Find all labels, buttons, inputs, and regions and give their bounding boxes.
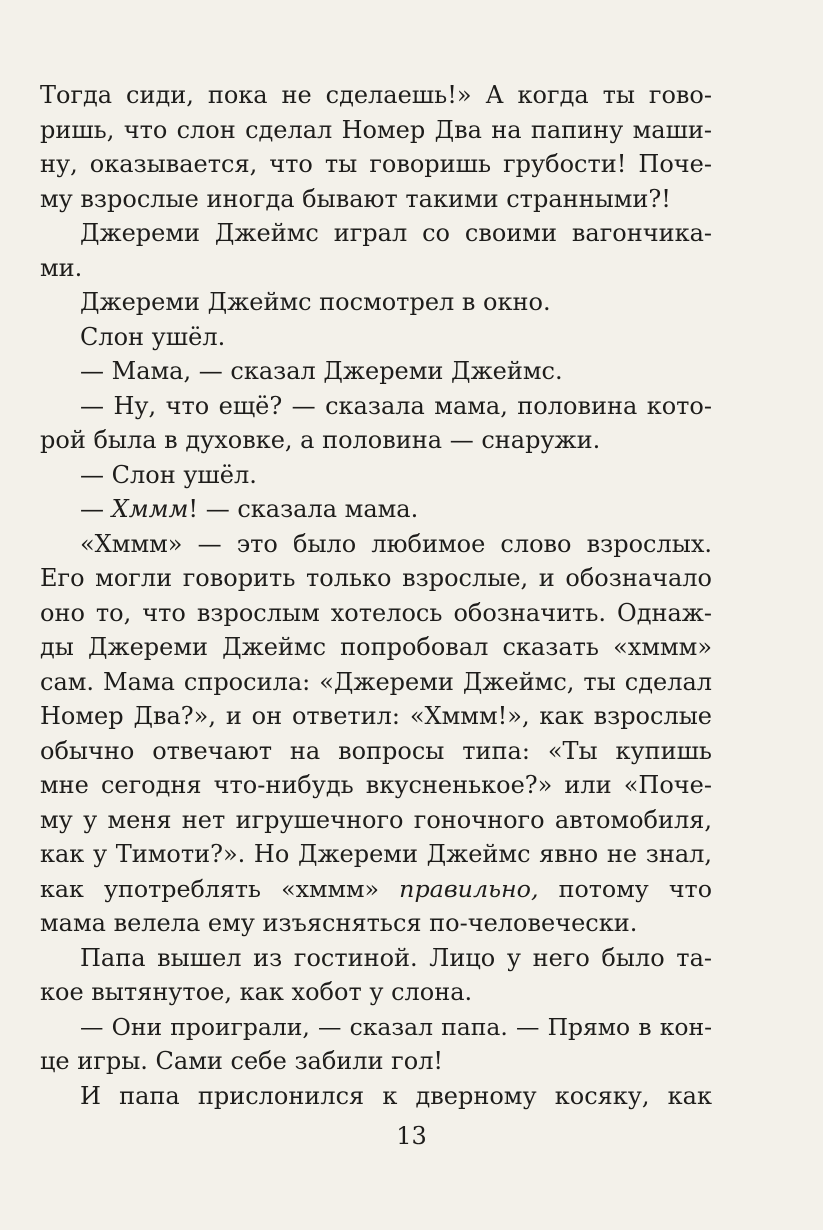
line-segment: ! — сказала мама.: [188, 495, 419, 523]
page-text: [40, 78, 712, 1113]
text-line: оно то, что взрослым хотелось обозначить. Однаж-: [40, 598, 712, 627]
text-line: И папа прислонился к дверному косяку, как: [80, 1081, 712, 1110]
line-segment: —: [80, 495, 112, 523]
text-line: сам. Мама спросила: «Джереми Джеймс, ты сделал: [40, 667, 712, 696]
text-line: — Слон ушёл.: [80, 460, 257, 489]
text-line: Номер Два?», и он ответил: «Хммм!», как взрослые: [40, 702, 712, 730]
text-line: Папа вышел из гостиной. Лицо у него было та-: [80, 943, 712, 972]
text-line: Джереми Джеймс посмотрел в окно.: [80, 288, 551, 316]
text-line: ришь, что слон сделал Номер Два на папину маши-: [40, 115, 712, 144]
text-line: мне сегодня что-нибудь вкусненькое?» или «Поче-: [40, 771, 712, 799]
text-line: Тогда сиди, пока не сделаешь!» А когда ты гово-: [40, 81, 712, 109]
text-line: «Хммм» — это было любимое слово взрослых.: [80, 529, 712, 558]
text-line: рой была в духовке, а половина — снаружи.: [40, 426, 601, 454]
text-line: му взрослые иногда бывают такими странными?!: [40, 184, 671, 213]
text-line: Джереми Джеймс играл со своими вагончика-: [80, 219, 712, 247]
text-line: це игры. Сами себе забили гол!: [40, 1047, 444, 1075]
text-line: Его могли говорить только взрослые, и обозначало: [40, 564, 712, 592]
text-line: му у меня нет игрушечного гоночного автомобиля,: [40, 805, 712, 834]
italic-text: Хммм: [111, 495, 189, 523]
text-line: [40, 872, 712, 907]
text-line: обычно отвечают на вопросы типа: «Ты купишь: [40, 736, 712, 765]
text-line: — Они проиграли, — сказал папа. — Прямо в кон-: [80, 1012, 712, 1041]
text-line: кое вытянутое, как хобот у слона.: [40, 978, 473, 1006]
text-line: ми.: [40, 253, 83, 282]
text-line: ды Джереми Джеймс попробовал сказать «хммм»: [40, 633, 712, 661]
text-line: — Ну, что ещё? — сказала мама, половина кото-: [80, 391, 712, 420]
line-segment: потому что: [538, 874, 712, 903]
text-line: Слон ушёл.: [80, 322, 226, 351]
text-line: ну, оказывается, что ты говоришь грубости! Поче-: [40, 150, 712, 178]
italic-text: правильно,: [399, 874, 539, 903]
text-line: — Мама, — сказал Джереми Джеймс.: [80, 357, 563, 385]
text-line: как у Тимоти?». Но Джереми Джеймс явно не знал,: [40, 840, 712, 868]
text-line: [40, 492, 712, 527]
text-line: мама велела ему изъясняться по-человечески.: [40, 909, 638, 937]
page-number: 13: [396, 1122, 427, 1150]
line-segment: как употреблять «хммм»: [40, 874, 400, 903]
